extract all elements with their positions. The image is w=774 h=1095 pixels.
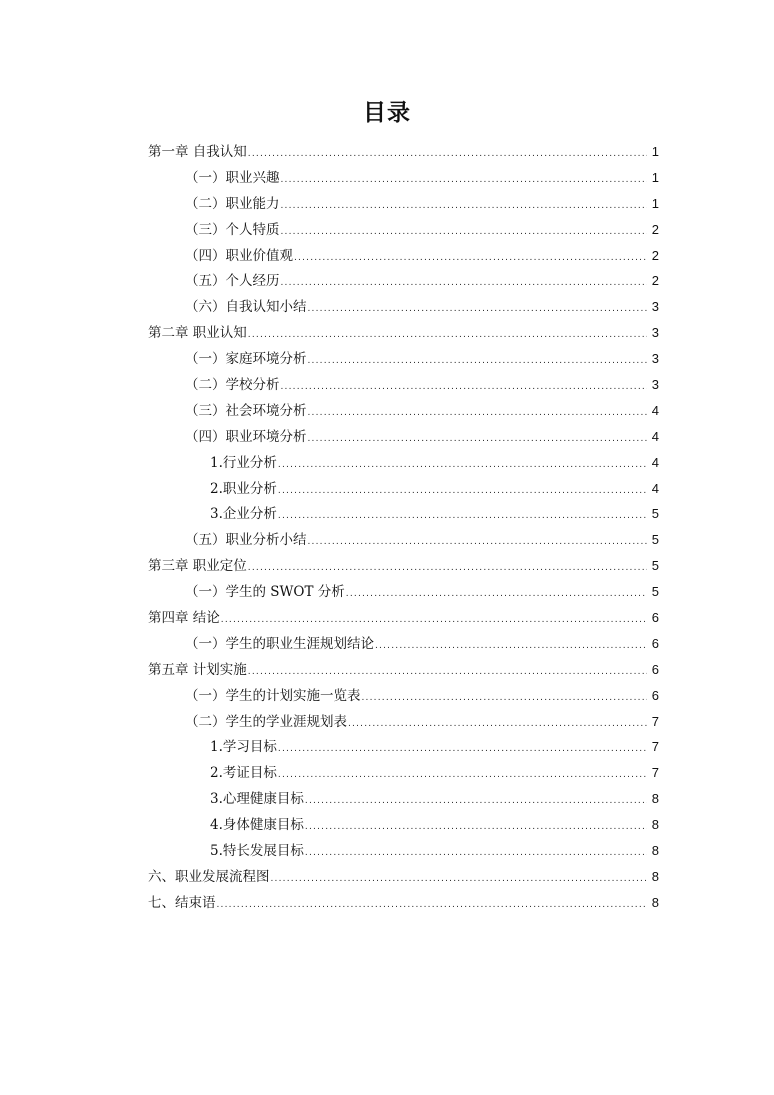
toc-dot-leader: [281, 220, 648, 246]
toc-page-number: 8: [651, 817, 659, 833]
toc-dot-leader: [217, 893, 648, 919]
toc-entry[interactable]: [148, 864, 659, 890]
toc-entry[interactable]: [148, 709, 659, 735]
toc-entry-label: （二）学校分析: [185, 377, 280, 394]
toc-page-number: 5: [651, 584, 659, 600]
toc-entry-label: 2.职业分析: [210, 480, 277, 497]
toc-entry-label: 第一章 自我认知: [148, 144, 247, 160]
toc-page-number: 1: [651, 195, 659, 211]
toc-dot-leader: [308, 297, 648, 323]
toc-title: 目录: [363, 100, 411, 126]
toc-entry-label: （五）个人经历: [185, 273, 280, 290]
toc-entry[interactable]: [148, 657, 659, 683]
toc-dot-leader: [305, 789, 647, 815]
toc-page-number: 5: [651, 506, 659, 522]
toc-entry[interactable]: [148, 346, 659, 372]
toc-entry[interactable]: [148, 812, 659, 838]
toc-entry[interactable]: [148, 191, 659, 217]
toc-dot-leader: [305, 841, 647, 867]
toc-entry-label: （四）职业价值观: [185, 247, 293, 264]
toc-entry[interactable]: [148, 605, 659, 631]
toc-entry-label: （三）社会环境分析: [185, 402, 307, 419]
toc-page-number: 3: [651, 377, 659, 393]
toc-dot-leader: [278, 479, 647, 505]
toc-entry-label: 4.身体健康目标: [210, 817, 304, 834]
toc-page-number: 7: [651, 713, 659, 729]
toc-entry-label: 第二章 职业认知: [148, 325, 247, 342]
toc-entry-label: 六、职业发展流程图: [148, 868, 270, 885]
toc-entry-label: 1.学习目标: [210, 739, 277, 756]
toc-page-number: 4: [651, 428, 659, 444]
toc-dot-leader: [281, 194, 648, 220]
toc-entry-label: （一）职业兴趣: [185, 169, 280, 186]
toc-page-number: 6: [651, 661, 659, 677]
toc-entry-label: 第五章 计划实施: [148, 661, 247, 678]
toc-page-number: 7: [651, 739, 659, 755]
toc-dot-leader: [348, 712, 647, 738]
toc-entry-label: 第三章 职业定位: [148, 558, 247, 575]
toc-dot-leader: [362, 686, 648, 712]
toc-page-number: 6: [651, 610, 659, 626]
toc-page-number: 7: [651, 765, 659, 781]
toc-dot-leader: [278, 453, 647, 479]
toc-entry-label: 2.考证目标: [210, 765, 277, 782]
toc-dot-leader: [281, 168, 648, 194]
toc-dot-leader: [308, 349, 648, 375]
toc-dot-leader: [248, 556, 647, 582]
toc-entry[interactable]: [148, 372, 659, 398]
toc-dot-leader: [294, 246, 647, 272]
toc-entry[interactable]: [148, 579, 659, 605]
toc-page-number: 2: [651, 247, 659, 263]
toc-entry-label: （一）学生的计划实施一览表: [185, 687, 361, 704]
toc-entry[interactable]: [148, 320, 659, 346]
toc-page-number: 1: [651, 169, 659, 185]
toc-entry-label: （二）学生的学业涯规划表: [185, 713, 347, 730]
toc-entry-label: 3.心理健康目标: [210, 791, 304, 808]
toc-page-number: 3: [651, 351, 659, 367]
toc-entry[interactable]: [148, 398, 659, 424]
toc-page-number: 5: [651, 532, 659, 548]
toc-page-number: 8: [651, 843, 659, 859]
toc-entry[interactable]: [148, 501, 659, 527]
toc-entry[interactable]: [148, 165, 659, 191]
toc-entry-label: （六）自我认知小结: [185, 299, 307, 316]
toc-dot-leader: [281, 271, 648, 297]
table-of-contents: [148, 139, 659, 916]
toc-page-number: 8: [651, 791, 659, 807]
toc-page-number: 3: [651, 325, 659, 341]
toc-entry[interactable]: [148, 268, 659, 294]
toc-page-number: 2: [651, 273, 659, 289]
toc-dot-leader: [305, 815, 647, 841]
toc-dot-leader: [221, 608, 647, 634]
toc-entry[interactable]: [148, 631, 659, 657]
toc-entry[interactable]: [148, 760, 659, 786]
toc-entry[interactable]: [148, 683, 659, 709]
toc-entry[interactable]: [148, 217, 659, 243]
toc-entry[interactable]: [148, 838, 659, 864]
toc-entry[interactable]: [148, 476, 659, 502]
toc-page-number: 1: [651, 144, 659, 159]
toc-dot-leader: [278, 504, 647, 530]
toc-entry[interactable]: [148, 734, 659, 760]
toc-entry-label: 第四章 结论: [148, 610, 220, 627]
toc-dot-leader: [281, 375, 648, 401]
toc-page-number: 6: [651, 635, 659, 651]
toc-entry-label: （三）个人特质: [185, 221, 280, 238]
toc-dot-leader: [248, 660, 647, 686]
toc-dot-leader: [248, 142, 647, 168]
toc-entry[interactable]: [148, 424, 659, 450]
toc-entry[interactable]: [148, 294, 659, 320]
toc-dot-leader: [308, 530, 648, 556]
toc-dot-leader: [308, 427, 648, 453]
toc-entry-label: （五）职业分析小结: [185, 532, 307, 549]
toc-entry-label: 七、结束语: [148, 894, 216, 911]
toc-entry-label: （一）学生的职业生涯规划结论: [185, 635, 374, 652]
toc-entry[interactable]: [148, 786, 659, 812]
toc-page-number: 6: [651, 687, 659, 703]
toc-dot-leader: [278, 737, 647, 763]
toc-page-number: 2: [651, 221, 659, 237]
toc-entry-label: （二）职业能力: [185, 195, 280, 212]
toc-page-number: 4: [651, 480, 659, 496]
toc-entry-label: 3.企业分析: [210, 506, 277, 523]
toc-page-number: 4: [651, 454, 659, 470]
toc-page-number: 5: [651, 558, 659, 574]
toc-page-number: 8: [651, 868, 659, 884]
toc-dot-leader: [278, 763, 647, 789]
toc-entry[interactable]: [148, 139, 659, 165]
toc-entry-label: 1.行业分析: [210, 454, 277, 471]
toc-dot-leader: [346, 582, 647, 608]
toc-entry[interactable]: [148, 450, 659, 476]
toc-entry[interactable]: [148, 243, 659, 269]
toc-entry[interactable]: [148, 527, 659, 553]
toc-dot-leader: [271, 867, 648, 893]
toc-dot-leader: [248, 323, 647, 349]
toc-page-number: 4: [651, 402, 659, 418]
toc-entry-label: （一）家庭环境分析: [185, 351, 307, 368]
toc-dot-leader: [375, 634, 647, 660]
toc-entry[interactable]: [148, 553, 659, 579]
toc-entry-label: （四）职业环境分析: [185, 428, 307, 445]
toc-entry-label: （一）学生的 SWOT 分析: [185, 584, 345, 601]
toc-entry[interactable]: [148, 890, 659, 916]
toc-page-number: 3: [651, 299, 659, 315]
toc-page-number: 8: [651, 894, 659, 910]
toc-entry-label: 5.特长发展目标: [210, 843, 304, 860]
toc-dot-leader: [308, 401, 648, 427]
